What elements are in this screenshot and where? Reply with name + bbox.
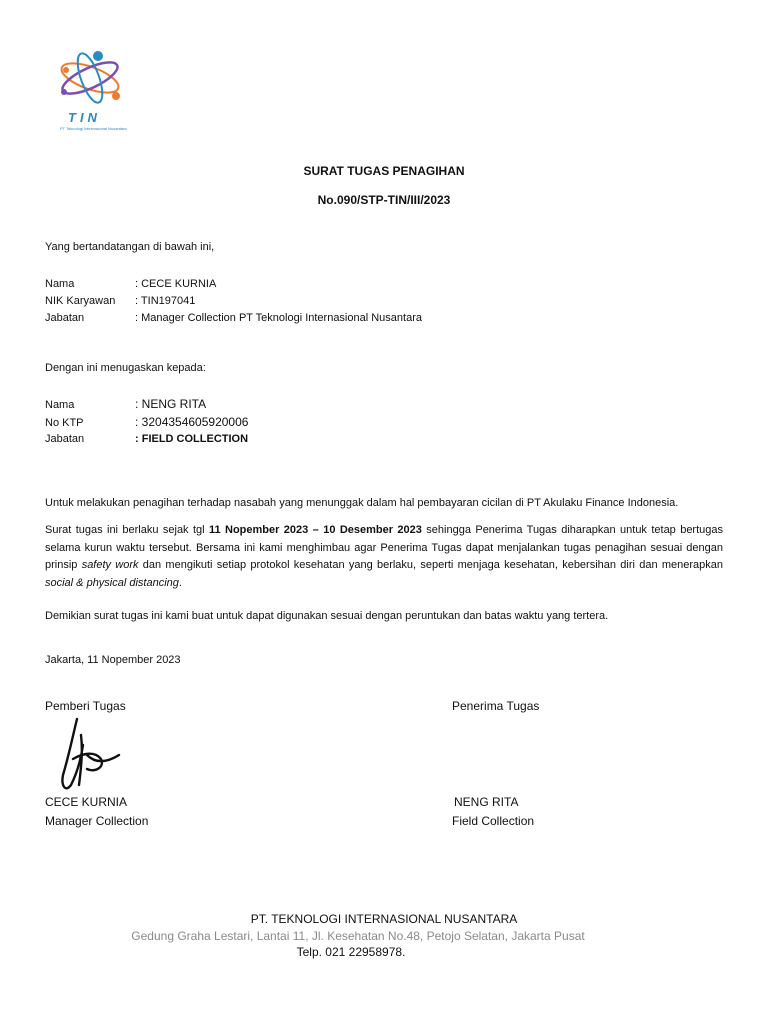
signer-nik-row <box>45 295 195 307</box>
signer-nik-value: : TIN197041 <box>135 295 196 307</box>
assignee-name-value: : NENG RITA <box>135 397 207 411</box>
assignee-name-row <box>45 397 206 411</box>
signer-name-value: : CECE KURNIA <box>135 278 217 290</box>
safety-work-term: safety work <box>81 559 139 571</box>
atom-logo-icon <box>52 46 132 116</box>
body-paragraph-2 <box>45 522 723 592</box>
assignee-ktp-label: No KTP <box>45 417 84 429</box>
logo-subtitle: PT Teknologi Internasional Nusantara <box>60 126 127 131</box>
distancing-term: social & physical distancing <box>45 576 179 589</box>
receiver-label: Penerima Tugas <box>452 699 540 713</box>
receiver-position: Field Collection <box>452 814 535 828</box>
footer-address: Gedung Graha Lestari, Lantai 11, Jl. Kesehatan No.48, Petojo Selatan, Jakarta Pusat <box>131 929 585 943</box>
footer-phone: Telp. 021 22958978. <box>296 945 406 959</box>
assignee-position-row <box>45 433 248 445</box>
signer-position-value: : Manager Collection PT Teknologi Internasional Nusantara <box>135 312 422 324</box>
body-paragraph-3: Demikian surat tugas ini kami buat untuk dapat digunakan sesuai dengan peruntukan dan batas waktu yang tertera. <box>45 610 609 622</box>
body-paragraph-1: Untuk melakukan penagihan terhadap nasabah yang menunggak dalam hal pembayaran cicilan di PT Akulaku Finance Indonesia. <box>45 497 679 509</box>
assignee-position-value: : FIELD COLLECTION <box>135 433 249 445</box>
validity-dates: 11 Nopember 2023 – 10 Desember 2023 <box>208 524 422 536</box>
assignee-name-label: Nama <box>45 399 75 411</box>
footer-company: PT. TEKNOLOGI INTERNASIONAL NUSANTARA <box>250 912 518 926</box>
signer-position-row <box>45 312 422 324</box>
p2-part-a: Surat tugas ini berlaku sejak tgl <box>45 524 209 536</box>
assignee-ktp-value: : 3204354605920006 <box>135 415 249 429</box>
letter-title: SURAT TUGAS PENAGIHAN <box>303 164 465 178</box>
signer-name-label: Nama <box>45 278 75 290</box>
signer-nik-label: NIK Karyawan <box>45 295 116 307</box>
assign-intro-text: Dengan ini menugaskan kepada: <box>45 362 206 374</box>
place-date: Jakarta, 11 Nopember 2023 <box>45 654 181 666</box>
assignee-position-label: Jabatan <box>45 433 85 445</box>
giver-name: CECE KURNIA <box>45 795 128 809</box>
assignee-ktp-row <box>45 415 248 429</box>
receiver-name: NENG RITA <box>454 795 519 809</box>
giver-label: Pemberi Tugas <box>45 699 126 713</box>
p2-part-b: sehingga Penerima Tugas diharapkan untuk tetap bertugas selama kurun waktu tersebut. Bersama ini kami menghimbau agar Penerima Tugas dapat menjalankan tugas penagihan sesuai dengan prinsip <box>45 524 724 571</box>
intro-text: Yang bertandatangan di bawah ini, <box>45 241 215 253</box>
signer-name-row <box>45 278 216 290</box>
letter-number: No.090/STP-TIN/III/2023 <box>317 193 451 207</box>
giver-position: Manager Collection <box>45 814 149 828</box>
p2-end: . <box>178 576 182 589</box>
company-logo <box>52 46 132 134</box>
handwritten-signature <box>55 715 127 800</box>
logo-text: TIN <box>68 110 101 125</box>
signer-position-label: Jabatan <box>45 312 85 324</box>
p2-part-c: dan mengikuti setiap protokol kesehatan yang berlaku, seperti menjaga kesehatan, kebersihan diri dan menerapkan <box>138 559 723 571</box>
